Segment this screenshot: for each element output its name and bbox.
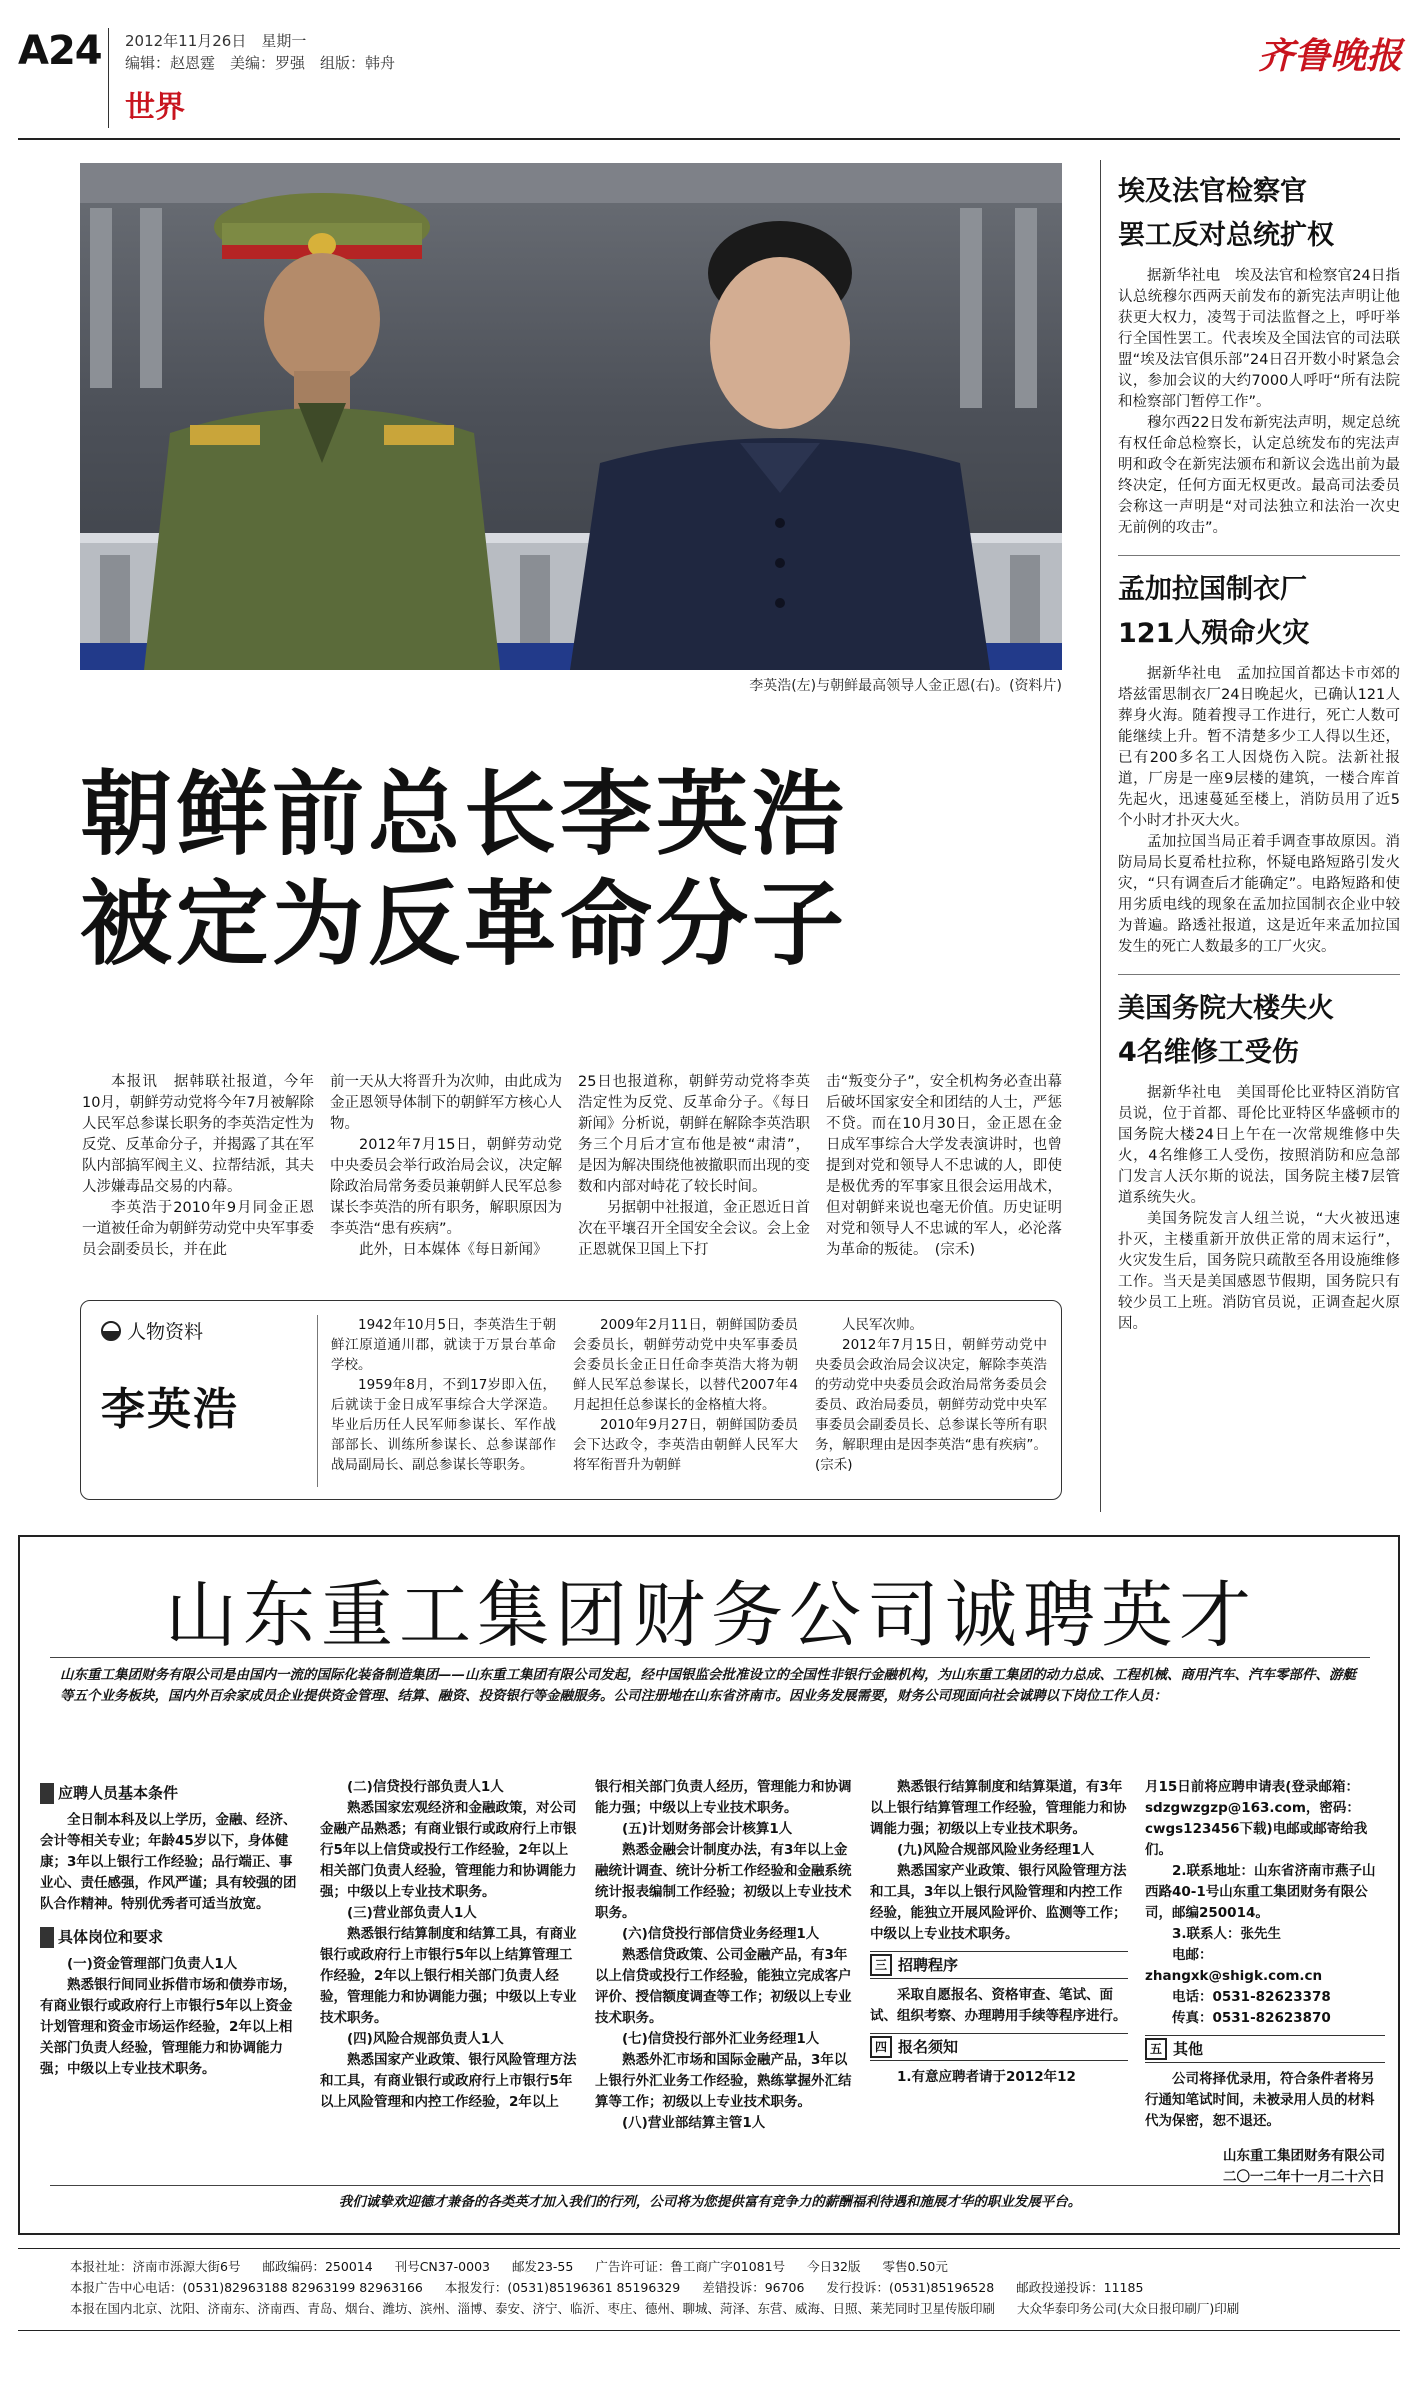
footer-item: 本报广告中心电话：(0531)82963188 82963199 82963166 bbox=[70, 2280, 423, 2295]
article-headline: 埃及法官检察官 bbox=[1118, 176, 1307, 207]
footer-row-2 bbox=[70, 2277, 1390, 2298]
headline-line2: 被定为反革命分子 bbox=[80, 871, 849, 978]
ad-slogan: 我们诚挚欢迎德才兼备的各类英才加入我们的行列，公司将为您提供富有竞争力的薪酬福利待遇和施展才华的职业发展平台。 bbox=[338, 2194, 1082, 2210]
paragraph: 熟悉国家宏观经济和金融政策，对公司金融产品熟悉；有商业银行或政府行上市银行5年以上信贷或投行工作经验，2年以上相关部门负责人经验，管理能力和协调能力强；中级以上专业技术职务。 bbox=[320, 1800, 577, 1900]
photo-caption: 李英浩(左)与朝鲜最高领导人金正恩(右)。(资料片) bbox=[749, 678, 1062, 694]
footer-item: 刊号CN37-0003 bbox=[394, 2259, 490, 2274]
paragraph: 公司将择优录用，符合条件者将另行通知笔试时间，未被录用人员的材料代为保密，恕不退还。 bbox=[1145, 2071, 1375, 2129]
editors-line: 编辑：赵恩霆 美编：罗强 组版：韩舟 bbox=[125, 54, 396, 72]
article-col-3 bbox=[578, 1072, 810, 1261]
paragraph: 采取自愿报名、资格审查、笔试、面试、组织考察、办理聘用手续等程序进行。 bbox=[870, 1987, 1127, 2024]
position-title: (五)计划财务部会计核算1人 bbox=[622, 1821, 793, 1837]
section-header bbox=[1145, 2035, 1385, 2063]
footer bbox=[70, 2256, 1390, 2319]
signature-company: 山东重工集团财务有限公司 bbox=[1223, 2148, 1385, 2164]
section-title: 其他 bbox=[1173, 2039, 1204, 2058]
section-title: 报名须知 bbox=[898, 2037, 959, 2056]
paragraph: 据新华社电 孟加拉国首都达卡市郊的塔兹雷思制衣厂24日晚起火，已确认121人葬身火海。随着搜寻工作进行，死亡人数可能继续上升。暂不清楚多少工人得以生还，已有200多名工人因烧伤入院。法新社报道，厂房是一座9层楼的建筑，一楼合库首先起火，迅速蔓延至楼上，消防员用了近5个小时才扑灭大火。 bbox=[1118, 666, 1400, 829]
profile-col-1 bbox=[331, 1315, 556, 1475]
paragraph: 熟悉金融会计制度办法，有3年以上金融统计调查、统计分析工作经验和金融系统统计报表编制工作经验；初级以上专业技术职务。 bbox=[595, 1842, 852, 1921]
section-number-icon: 五 bbox=[1145, 2038, 1167, 2060]
section-title: 应聘人员基本条件 bbox=[40, 1783, 302, 1804]
paragraph: 1.有意应聘者请于2012年12 bbox=[897, 2069, 1076, 2085]
contact-phone: 电话：0531-82623378 bbox=[1172, 1989, 1331, 2005]
ad-col-3 bbox=[595, 1777, 853, 2134]
footer-item: 零售0.50元 bbox=[882, 2259, 948, 2274]
footer-item: 差错投诉：96706 bbox=[702, 2280, 805, 2295]
ad-col-4 bbox=[870, 1777, 1128, 2088]
paragraph: 美国务院发言人纽兰说，“大火被迅速扑灭，主楼重新开放供正常的周末运行”，火灾发生后，国务院只疏散至各用设施维修工作。当天是美国感恩节假期，国务院只有较少员工上班。消防官员说，正调查起火原因。 bbox=[1118, 1211, 1400, 1332]
article-headline: 121人殒命火灾 bbox=[1118, 618, 1310, 649]
paragraph: 月15日前将应聘申请表(登录邮箱：sdzgwzgzp@163.com，密码：cwgs123456下载)电邮或邮寄给我们。 bbox=[1145, 1779, 1368, 1858]
profile-col-2 bbox=[573, 1315, 798, 1475]
position-title: (八)营业部结算主管1人 bbox=[622, 2115, 766, 2131]
footer-item: 邮政投递投诉：11185 bbox=[1016, 2280, 1144, 2295]
headline bbox=[80, 760, 1062, 980]
sidebar bbox=[1118, 170, 1400, 1335]
profile-name: 李英浩 bbox=[101, 1384, 239, 1435]
article-col-4 bbox=[826, 1072, 1062, 1261]
paragraph: 3.联系人：张先生 bbox=[1172, 1926, 1282, 1942]
paragraph: 熟悉银行间同业拆借市场和债券市场，有商业银行或政府行上市银行5年以上资金计划管理和资金市场运作经验，2年以上相关部门负责人经验，管理能力和协调能力强；中级以上专业技术职务。 bbox=[40, 1977, 297, 2077]
paragraph: 孟加拉国当局正着手调查事故原因。消防局局长夏希杜拉称，怀疑电路短路引发火灾，“只有调查后才能确定”。电路短路和使用劣质电线的现象在孟加拉国制衣企业中较为普遍。路透社报道，这是近年来孟加拉国发生的死亡人数最多的工厂火灾。 bbox=[1118, 834, 1400, 955]
position-title: (七)信贷投行部外汇业务经理1人 bbox=[622, 2031, 820, 2047]
sidebar-article-egypt bbox=[1118, 170, 1400, 539]
paragraph: 熟悉外汇市场和国际金融产品，3年以上银行外汇业务工作经验，熟练掌握外汇结算等工作；初级以上专业技术职务。 bbox=[595, 2052, 852, 2110]
footer-item: 大众华泰印务公司(大众日报印刷厂)印刷 bbox=[1017, 2301, 1240, 2316]
footer-item: 本报社址：济南市泺源大街6号 bbox=[70, 2259, 241, 2274]
paragraph: 熟悉国家产业政策、银行风险管理方法和工具，有商业银行或政府行上市银行5年以上风险管理和内控工作经验，2年以上 bbox=[320, 2052, 577, 2110]
paragraph: 1942年10月5日，李英浩生于朝鲜江原道通川郡，就读于万景台革命学校。 bbox=[331, 1317, 556, 1373]
issue-date: 2012年11月26日 星期一 bbox=[125, 32, 307, 50]
profile-col-3 bbox=[815, 1315, 1047, 1475]
footer-row-3 bbox=[70, 2298, 1390, 2319]
profile-label-wrap bbox=[101, 1317, 203, 1344]
position-title: (二)信贷投行部负责人1人 bbox=[347, 1779, 504, 1795]
footer-item: 邮发23-55 bbox=[512, 2259, 574, 2274]
article-headline: 罢工反对总统扩权 bbox=[1118, 220, 1334, 251]
article-col-1 bbox=[82, 1072, 314, 1261]
section-header bbox=[870, 2033, 1128, 2061]
photo-illustration bbox=[80, 163, 1062, 670]
ad-col-2 bbox=[320, 1777, 578, 2113]
paragraph: 熟悉国家产业政策、银行风险管理方法和工具，3年以上银行风险管理和内控工作经验，能独立开展风险评价、监测等工作；中级以上专业技术职务。 bbox=[870, 1863, 1127, 1942]
position-title: (六)信贷投行部信贷业务经理1人 bbox=[622, 1926, 820, 1942]
headline-line1: 朝鲜前总长李英浩 bbox=[80, 761, 849, 868]
ad-col-5 bbox=[1145, 1777, 1385, 2188]
section-header bbox=[870, 1951, 1128, 1979]
article-headline: 孟加拉国制衣厂 bbox=[1118, 574, 1307, 605]
position-title: (四)风险合规部负责人1人 bbox=[347, 2031, 504, 2047]
paragraph: 25日也报道称，朝鲜劳动党将李英浩定性为反党、反革命分子。《每日新闻》分析说，朝鲜在解除李英浩职务三个月后才宣布他是被“肃清”，是因为解决围绕他被撤职而出现的变数和内部对峙花了较长时间。 bbox=[578, 1074, 810, 1195]
ad-col-1 bbox=[40, 1777, 302, 2080]
paragraph: 2012年7月15日，朝鲜劳动党中央委员会举行政治局会议，决定解除政治局常务委员兼朝鲜人民军总参谋长李英浩的所有职务，解职原因为李英浩“患有疾病”。 bbox=[330, 1137, 562, 1237]
section-number-icon: 四 bbox=[870, 2036, 892, 2058]
footer-item: 广告许可证：鲁工商广字01081号 bbox=[595, 2259, 786, 2274]
newspaper-brand: 齐鲁晚报 bbox=[1258, 35, 1403, 77]
paragraph: 2.联系地址：山东省济南市燕子山西路40-1号山东重工集团财务有限公司，邮编250014。 bbox=[1145, 1863, 1376, 1921]
contact-fax: 传真：0531-82623870 bbox=[1172, 2010, 1331, 2026]
section-title: 具体岗位和要求 bbox=[40, 1927, 302, 1948]
page-number: A24 bbox=[18, 28, 102, 74]
paragraph: 李英浩于2010年9月同金正恩一道被任命为朝鲜劳动党中央军事委员会副委员长，并在此 bbox=[82, 1200, 314, 1258]
footer-item: 本报发行：(0531)85196361 85196329 bbox=[444, 2280, 681, 2295]
paragraph: 据新华社电 埃及法官和检察官24日指认总统穆尔西两天前发布的新宪法声明让他获更大权力，凌驾于司法监督之上，呼吁举行全国性罢工。代表埃及全国法官的司法联盟“埃及法官俱乐部”24日召开数小时紧急会议，参加会议的大约7000人呼吁“所有法院和检察部门暂停工作”。 bbox=[1118, 268, 1400, 410]
person-icon bbox=[101, 1321, 121, 1341]
section-title: 招聘程序 bbox=[898, 1955, 959, 1974]
sidebar-article-us-state-dept bbox=[1118, 987, 1400, 1335]
section-number-icon: 三 bbox=[870, 1954, 892, 1976]
paragraph: 另据朝中社报道，金正恩近日首次在平壤召开全国安全会议。会上金正恩就保卫国上下打 bbox=[578, 1200, 810, 1258]
page-header bbox=[0, 0, 1417, 140]
paragraph: 全日制本科及以上学历，金融、经济、会计等相关专业；年龄45岁以下，身体健康；3年以上银行工作经验；品行端正、事业心、责任感强，作风严谨；具有较强的团队合作精神。特别优秀者可适当放宽。 bbox=[40, 1812, 297, 1912]
lead-photo bbox=[80, 163, 1062, 670]
position-title: (九)风险合规部风险业务经理1人 bbox=[897, 1842, 1095, 1858]
article-headline: 4名维修工受伤 bbox=[1118, 1037, 1299, 1068]
paragraph: 前一天从大将晋升为次帅，由此成为金正恩领导体制下的朝鲜军方核心人物。 bbox=[330, 1074, 562, 1132]
paragraph: 此外，日本媒体《每日新闻》 bbox=[359, 1242, 548, 1258]
paragraph: 1959年8月，不到17岁即入伍，后就读于金日成军事综合大学深造。毕业后历任人民军师参谋长、军作战部部长、训练所参谋长、总参谋部作战局副局长、副总参谋长等职务。 bbox=[331, 1377, 556, 1473]
footer-item: 本报在国内北京、沈阳、济南东、济南西、青岛、烟台、潍坊、滨州、淄博、泰安、济宁、临沂、枣庄、德州、聊城、菏泽、东营、威海、日照、莱芜同时卫星传版印刷 bbox=[70, 2301, 996, 2316]
paragraph: 2009年2月11日，朝鲜国防委员会委员长，朝鲜劳动党中央军事委员会委员长金正日任命李英浩大将为朝鲜人民军总参谋长，以替代2007年4月起担任总参谋长的金格植大将。 bbox=[573, 1317, 798, 1413]
ad-title: 山东重工集团财务公司诚聘英才 bbox=[164, 1573, 1257, 1657]
profile-label: 人物资料 bbox=[127, 1321, 204, 1343]
paragraph: 熟悉银行结算制度和结算工具，有商业银行或政府行上市银行5年以上结算管理工作经验，2年以上银行相关部门负责人经验，管理能力和协调能力强；中级以上专业技术职务。 bbox=[320, 1926, 577, 2026]
paragraph: 据新华社电 美国哥伦比亚特区消防官员说，位于首都、哥伦比亚特区华盛顿市的国务院大楼24日上午在一次常规维修中失火，4名维修工人受伤，按照消防和应急部门发言人沃尔斯的说法，国务院主楼7层管道系统失火。 bbox=[1118, 1085, 1400, 1206]
footer-item: 今日32版 bbox=[807, 2259, 861, 2274]
paragraph: 穆尔西22日发布新宪法声明，规定总统有权任命总检察长，认定总统发布的宪法声明和政令在新宪法颁布和新议会选出前为最终决定，任何方面无权更改。最高司法委员会称这一声明是“对司法独立和法治一次史无前例的攻击”。 bbox=[1118, 415, 1400, 536]
article-headline: 美国务院大楼失火 bbox=[1118, 993, 1334, 1024]
footer-item: 邮政编码：250014 bbox=[262, 2259, 373, 2274]
paragraph: 2010年9月27日，朝鲜国防委员会下达政令，李英浩由朝鲜人民军大将军衔晋升为朝鲜 bbox=[573, 1417, 798, 1473]
sidebar-article-bangladesh bbox=[1118, 568, 1400, 958]
position-title: (一)资金管理部门负责人1人 bbox=[67, 1956, 238, 1972]
paragraph: 人民军次帅。 bbox=[842, 1317, 923, 1333]
paragraph: 熟悉银行结算制度和结算渠道，有3年以上银行结算管理工作经验，管理能力和协调能力强；初级以上专业技术职务。 bbox=[870, 1779, 1127, 1837]
ad-intro: 山东重工集团财务有限公司是由国内一流的国际化装备制造集团——山东重工集团有限公司发起，经中国银监会批准设立的全国性非银行金融机构，为山东重工集团的动力总成、工程机械、商用汽车、汽车零部件、游艇等五个业务板块，国内外百余家成员企业提供资金管理、结算、融资、投资银行等金融服务。公司注册地在山东省济南市。因业务发展需要，财务公司现面向社会诚聘以下岗位工作人员： bbox=[60, 1667, 1356, 1704]
footer-item: 发行投诉：(0531)85196528 bbox=[826, 2280, 995, 2295]
paragraph: 熟悉信贷政策、公司金融产品，有3年以上信贷或投行工作经验，能独立完成客户评价、授信额度调查等工作；初级以上专业技术职务。 bbox=[595, 1947, 852, 2026]
signature-date: 二〇一二年十一月二十六日 bbox=[1223, 2169, 1385, 2185]
paragraph: 击“叛变分子”，安全机构务必查出幕后破坏国家安全和团结的人士，严惩不贷。而在10月30日，金正恩在金日成军事综合大学发表演讲时，也曾提到对党和领导人不忠诚的人，即使是极优秀的军事家且很会运用战术，但对朝鲜来说也毫无价值。历史证明对党和领导人不忠诚的军人，必沦落为革命的叛徒。 (宗禾) bbox=[826, 1074, 1062, 1258]
contact-email: 电邮：zhangxk@shigk.com.cn bbox=[1145, 1947, 1323, 1984]
footer-row-1 bbox=[70, 2256, 1390, 2277]
recruitment-ad bbox=[18, 1535, 1400, 2235]
paragraph: 银行相关部门负责人经历，管理能力和协调能力强；中级以上专业技术职务。 bbox=[595, 1779, 852, 1816]
paragraph: 2012年7月15日，朝鲜劳动党中央委员会政治局会议决定，解除李英浩的劳动党中央委员会政治局常务委员会委员、政治局委员，朝鲜劳动党中央军事委员会副委员长、总参谋长等所有职务，解职理由是因李英浩“患有疾病”。(宗禾) bbox=[815, 1337, 1047, 1473]
position-title: (三)营业部负责人1人 bbox=[347, 1905, 477, 1921]
section-name: 世界 bbox=[125, 90, 185, 125]
paragraph: 本报讯 据韩联社报道，今年10月，朝鲜劳动党将今年7月被解除人民军总参谋长职务的李英浩定性为反党、反革命分子，并揭露了其在军队内部搞军阀主义、拉帮结派，其夫人涉嫌毒品交易的内幕。 bbox=[82, 1074, 314, 1195]
article-col-2 bbox=[330, 1072, 562, 1261]
profile-box bbox=[80, 1300, 1062, 1500]
